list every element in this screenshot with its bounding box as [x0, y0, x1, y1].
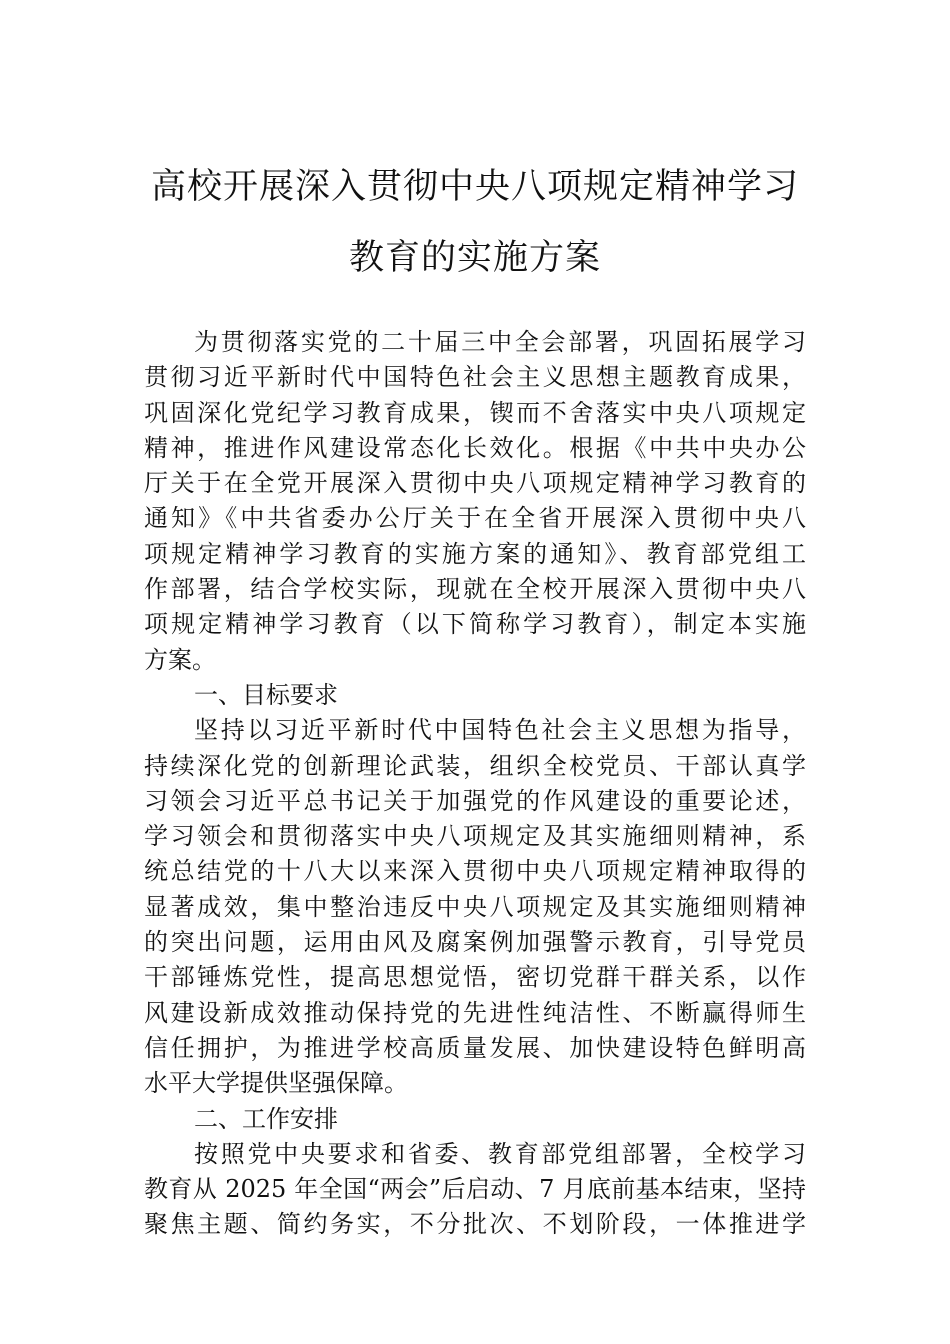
body-text-line: 学习领会和贯彻落实中央八项规定及其实施细则精神，系 [144, 822, 806, 851]
document-title-line-1: 高校开展深入贯彻中央八项规定精神学习 [150, 167, 799, 207]
body-text-line: 巩固深化党纪学习教育成果，锲而不舍落实中央八项规定 [144, 398, 806, 427]
body-text-line: 持续深化党的创新理论武装，组织全校党员、干部认真学 [144, 751, 806, 780]
body-text-line: 为贯彻落实党的二十届三中全会部署，巩固拓展学习 [194, 328, 806, 356]
body-text-line: 水平大学提供坚强保障。 [144, 1069, 408, 1098]
document-title-line-2: 教育的实施方案 [348, 238, 601, 278]
body-text-line: 统总结党的十八大以来深入贯彻中央八项规定精神取得的 [144, 857, 806, 886]
body-text-line: 聚焦主题、简约务实，不分批次、不划阶段，一体推进学 [144, 1210, 806, 1239]
body-text-line: 精神，推进作风建设常态化长效化。根据《中共中央办公 [144, 433, 806, 462]
body-text-line: 习领会习近平总书记关于加强党的作风建设的重要论述， [144, 786, 806, 815]
body-text-line: 通知》《中共省委办公厅关于在全省开展深入贯彻中央八 [144, 504, 806, 533]
body-text-line: 作部署，结合学校实际，现就在全校开展深入贯彻中央八 [144, 575, 806, 604]
body-text-line: 项规定精神学习教育（以下简称学习教育），制定本实施 [144, 610, 806, 639]
body-text-line: 的突出问题，运用由风及腐案例加强警示教育，引导党员 [144, 928, 806, 957]
body-text-line: 教育从 2025 年全国“两会”后启动、7 月底前基本结束，坚持 [144, 1175, 806, 1204]
body-text-line: 信任拥护，为推进学校高质量发展、加快建设特色鲜明高 [144, 1033, 806, 1062]
section-heading: 一、目标要求 [194, 680, 338, 709]
section-heading: 二、工作安排 [194, 1104, 338, 1133]
body-text-line: 干部锤炼党性，提高思想觉悟，密切党群干群关系，以作 [144, 963, 806, 992]
body-text-line: 显著成效，集中整治违反中央八项规定及其实施细则精神 [144, 892, 806, 921]
body-text-line: 项规定精神学习教育的实施方案的通知》、教育部党组工 [144, 539, 806, 568]
body-text-line: 厅关于在全党开展深入贯彻中央八项规定精神学习教育的 [144, 469, 806, 498]
body-text-line: 方案。 [144, 645, 216, 674]
body-text-line: 坚持以习近平新时代中国特色社会主义思想为指导， [194, 716, 806, 745]
body-text-line: 风建设新成效推动保持党的先进性纯洁性、不断赢得师生 [144, 998, 806, 1027]
body-text-line: 贯彻习近平新时代中国特色社会主义思想主题教育成果， [144, 363, 806, 392]
body-text-line: 按照党中央要求和省委、教育部党组部署，全校学习 [194, 1139, 806, 1168]
document-body [144, 325, 806, 1243]
